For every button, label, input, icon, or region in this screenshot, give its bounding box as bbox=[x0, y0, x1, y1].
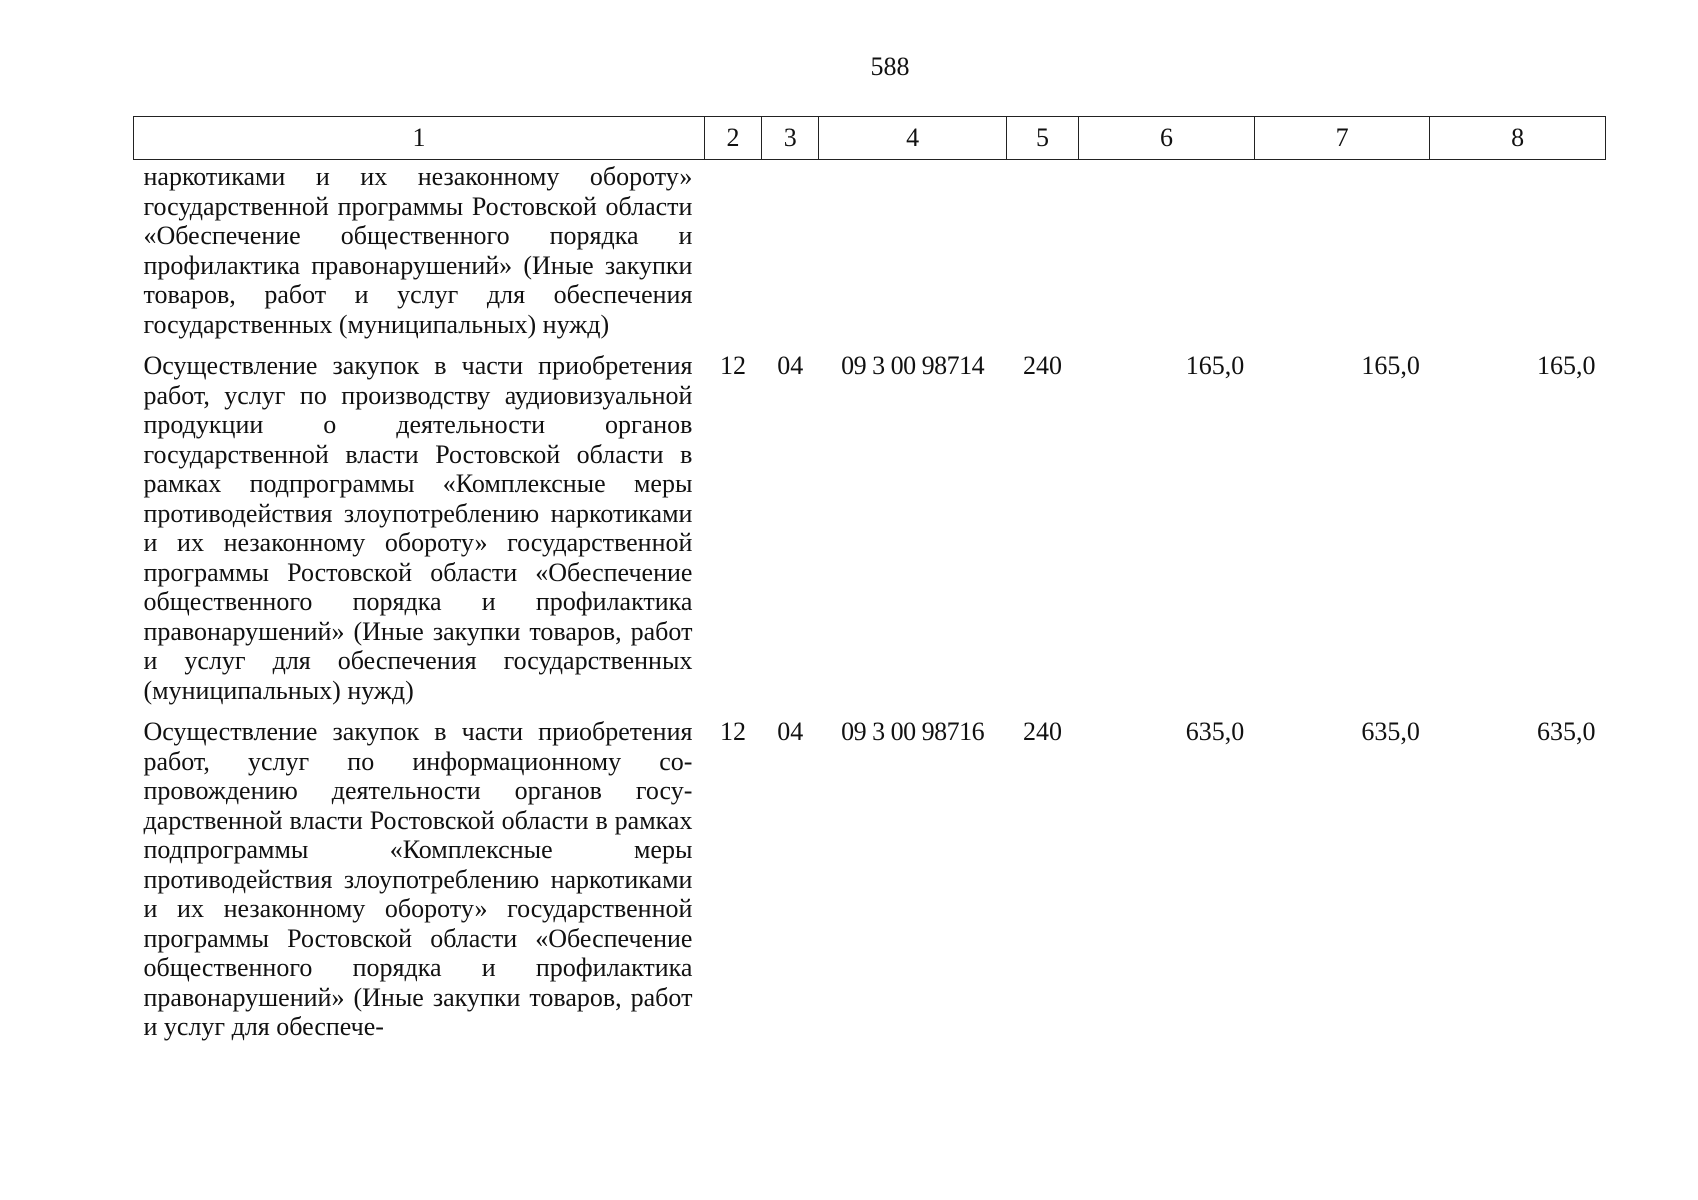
row-amount-1 bbox=[1079, 160, 1255, 340]
row-amount-1: 635,0 bbox=[1185, 717, 1245, 746]
header-col-3: 3 bbox=[762, 117, 819, 160]
row-expense-type: 240 bbox=[1023, 717, 1063, 746]
header-col-6: 6 bbox=[1079, 117, 1255, 160]
row-amount-2 bbox=[1254, 160, 1430, 340]
header-col-1: 1 bbox=[134, 117, 705, 160]
header-row bbox=[134, 117, 1606, 160]
table-row bbox=[134, 705, 1606, 1042]
header-col-2: 2 bbox=[704, 117, 761, 160]
row-description: Осуществление закупок в части приобретения работ, услуг по информационному сопровождению деятельности органов государственной власти Ростовской области в рамках подпрограммы «Комплексные меры противодействия злоупотреблению наркотиками и их незаконному обороту» государственной программы Ростовской области «Обеспечение общественного порядка и профилактика правонарушений» (Иные закупки товаров, работ и услуг для обеспече- bbox=[143, 717, 693, 1041]
row-expense-type: 240 bbox=[1023, 351, 1063, 380]
header-col-5: 5 bbox=[1006, 117, 1078, 160]
row-amount-3: 635,0 bbox=[1537, 717, 1596, 746]
row-amount-3 bbox=[1430, 160, 1606, 340]
row-section: 12 bbox=[720, 717, 747, 746]
page-number: 588 bbox=[870, 52, 910, 81]
row-expense-type bbox=[1006, 160, 1078, 340]
row-amount-3: 165,0 bbox=[1537, 351, 1596, 380]
table-header bbox=[134, 117, 1606, 160]
row-subsection: 04 bbox=[777, 351, 804, 380]
row-description: наркотиками и их незаконному обороту» государственной программы Ростовской области «Обеспечение общественного порядка и профилактика правонарушений» (Иные закупки товаров, работ и услуг для обеспечения государственных (муниципальных) нужд) bbox=[143, 162, 693, 339]
row-section: 12 bbox=[720, 351, 747, 380]
row-target-code: 09 3 00 98716 bbox=[841, 717, 985, 746]
row-amount-1: 165,0 bbox=[1185, 351, 1245, 380]
row-amount-2: 635,0 bbox=[1361, 717, 1420, 746]
row-target-code bbox=[819, 160, 1007, 340]
row-section bbox=[704, 160, 761, 340]
table-row bbox=[134, 339, 1606, 705]
header-col-7: 7 bbox=[1254, 117, 1430, 160]
header-col-4: 4 bbox=[819, 117, 1007, 160]
budget-table bbox=[133, 116, 1606, 1042]
row-subsection bbox=[762, 160, 819, 340]
row-subsection: 04 bbox=[777, 717, 804, 746]
row-amount-2: 165,0 bbox=[1361, 351, 1420, 380]
header-col-8: 8 bbox=[1430, 117, 1606, 160]
row-target-code: 09 3 00 98714 bbox=[841, 351, 985, 380]
row-description: Осуществление закупок в части приобретения работ, услуг по производству аудиовизуальной продукции о деятельности органов государственной власти Ростовской области в рамках подпрограммы «Комплексные меры противодействия злоупотреблению наркотиками и их незаконному обороту» государственной программы Ростовской области «Обеспечение общественного порядка и профилактика правонарушений» (Иные закупки товаров, работ и услуг для обеспечения государственных (муниципальных) нужд) bbox=[143, 351, 693, 705]
table-row bbox=[134, 160, 1606, 340]
table-body bbox=[134, 160, 1606, 1042]
